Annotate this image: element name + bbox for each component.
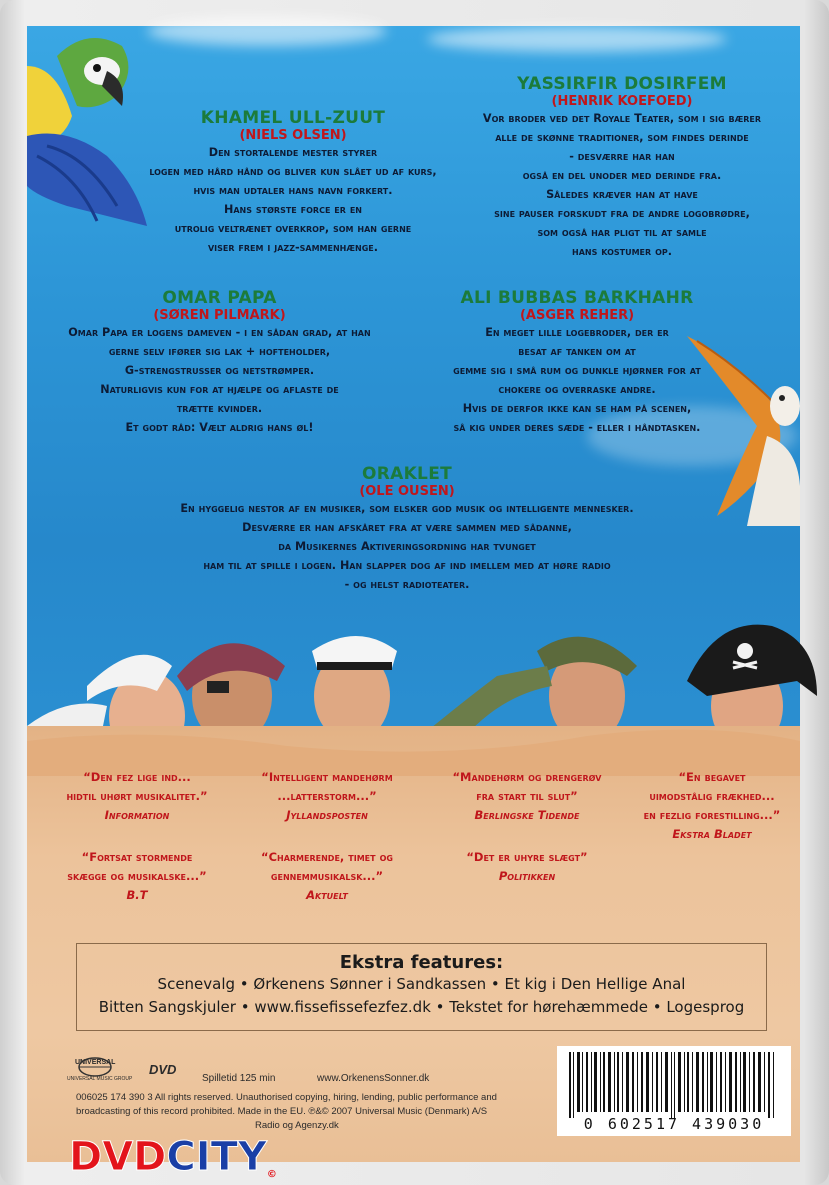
quote-source: Jyllandsposten xyxy=(286,808,368,822)
desc-line: Således kræver han at have xyxy=(546,188,698,201)
cast-name: KHAMEL ULL-ZUUT xyxy=(200,108,386,128)
quote-source: Information xyxy=(104,808,170,822)
cast-actor: (ASGER REHER) xyxy=(519,308,635,323)
desc-line: hvis man udtaler hans navn forkert. xyxy=(193,184,393,197)
dvd-logo: DVD xyxy=(149,1062,177,1077)
review-quote xyxy=(47,768,227,825)
quote-line: “Den fez lige ind... xyxy=(83,770,191,784)
cast-block-khamel xyxy=(123,108,463,257)
desc-line: chokere og overraske andre. xyxy=(498,383,656,396)
desc-line: hans kostumer op. xyxy=(572,245,672,258)
review-quote xyxy=(437,768,617,825)
desc-line: også en del unoder med derinde fra. xyxy=(522,169,722,182)
legal-text-3: Radio og Agenzy.dk xyxy=(255,1120,339,1131)
review-quote xyxy=(47,848,227,905)
dvdcity-watermark xyxy=(69,1134,277,1180)
cast-block-omar xyxy=(37,288,402,437)
cast-description xyxy=(457,109,787,261)
review-quote xyxy=(627,768,797,844)
website-text: www.OrkenensSonner.dk xyxy=(317,1073,430,1084)
quote-line: gennemmusikalsk...” xyxy=(270,869,384,883)
universal-logo-text: UNIVERSAL xyxy=(75,1059,116,1066)
review-quote xyxy=(437,848,617,886)
cast-description xyxy=(37,323,402,437)
desc-line: Den stortalende mester styrer xyxy=(208,146,378,159)
quote-line: skægge og musikalske...” xyxy=(67,869,207,883)
desc-line: Desværre er han afskåret fra at være sammen med sådanne, xyxy=(242,521,572,534)
quote-source: B.T xyxy=(126,888,148,902)
watermark-part-a: DVD xyxy=(69,1134,167,1180)
extra-features-box xyxy=(76,943,767,1031)
desc-line: - og helst radioteater. xyxy=(344,578,470,591)
desc-line: Hvis de derfor ikke kan se ham på scenen, xyxy=(462,402,692,415)
desc-line: utrolig veltrænet overkrop, som han gerne xyxy=(174,222,412,235)
quote-line: hidtil uhørt musikalitet.” xyxy=(66,789,208,803)
quote-line: fra start til slut” xyxy=(476,789,578,803)
barcode xyxy=(557,1046,791,1136)
cast-description xyxy=(427,323,727,437)
cast-actor: (OLE OUSEN) xyxy=(359,484,455,499)
features-title: Ekstra features: xyxy=(339,952,504,973)
cast-actor: (SØREN PILMARK) xyxy=(153,308,286,323)
desc-line: trætte kvinder. xyxy=(176,402,263,415)
barcode-number: 0 602517 439030 xyxy=(583,1115,765,1133)
quote-source: Ekstra Bladet xyxy=(672,827,752,841)
desc-line: gemme sig i små rum og dunkle hjørner for at xyxy=(453,364,701,377)
legal-text-2: broadcasting of this record prohibited. Made in the EU. ℗&© 2007 Universal Music (Denmark) A/S xyxy=(76,1106,488,1117)
watermark-mark: © xyxy=(266,1169,277,1180)
features-line: Bitten Sangskjuler • www.fissefissefezfez.dk • Tekstet for hørehæmmede • Logesprog xyxy=(98,998,745,1016)
desc-line: gerne selv ifører sig lak + hofteholder, xyxy=(108,345,331,358)
cast-name: ALI BUBBAS BARKHAHR xyxy=(460,288,694,308)
cast-actor: (NIELS OLSEN) xyxy=(239,128,347,143)
barcode-bars xyxy=(557,1052,791,1122)
desc-line: Omar Papa er logens dameven - i en sådan grad, at han xyxy=(68,326,371,339)
quote-line: uimodstålig frækhed... xyxy=(649,789,775,803)
cast-block-ali xyxy=(427,288,727,437)
desc-line: Et godt råd: Vælt aldrig hans øl! xyxy=(125,421,314,434)
desc-line: da Musikernes Aktiveringsordning har tvunget xyxy=(278,540,536,553)
quote-line: “En begavet xyxy=(678,770,746,784)
cast-block-oraklet xyxy=(87,464,727,594)
cast-name: OMAR PAPA xyxy=(162,288,277,308)
quote-source: Aktuelt xyxy=(306,888,348,902)
desc-line: logen med hård hånd og bliver kun slået ud af kurs, xyxy=(149,165,437,178)
cast-name: ORAKLET xyxy=(361,464,452,484)
sand-ridge xyxy=(27,716,800,776)
desc-line: Vor broder ved det Royale Teater, som i sig bærer xyxy=(482,112,762,125)
desc-line: - desværre har han xyxy=(569,150,675,163)
runtime-text: Spilletid 125 min xyxy=(202,1073,276,1084)
quote-line: “Fortsat stormende xyxy=(81,850,193,864)
cast-block-yassirfir xyxy=(457,74,787,261)
desc-line: alle de skønne traditioner, som findes derinde xyxy=(495,131,749,144)
desc-line: En hyggelig nestor af en musiker, som elsker god musik og intelligente mennesker. xyxy=(180,502,634,515)
cast-actor: (HENRIK KOEFOED) xyxy=(551,94,693,109)
review-quote xyxy=(237,848,417,905)
watermark-part-b: CITY xyxy=(166,1134,267,1180)
desc-line: En meget lille logebroder, der er xyxy=(485,326,669,339)
desc-line: så kig under deres sæde - eller i håndtasken. xyxy=(453,421,701,434)
cast-description xyxy=(87,499,727,594)
desc-line: Hans største force er en xyxy=(223,203,362,216)
review-quote xyxy=(237,768,417,825)
desc-line: ham til at spille i logen. Han slapper dog af ind imellem med at høre radio xyxy=(203,559,611,572)
desc-line: Naturligvis kun for at hjælpe og aflaste de xyxy=(100,383,339,396)
desc-line: viser frem i jazz-sammenhænge. xyxy=(207,241,379,254)
cast-name: YASSIRFIR DOSIRFEM xyxy=(517,74,727,94)
quote-line: ...latterstorm...” xyxy=(277,789,377,803)
quote-line: “Charmerende, timet og xyxy=(261,850,393,864)
quote-line: en fezlig forestilling...” xyxy=(643,808,781,822)
desc-line: besat af tanken om at xyxy=(518,345,636,358)
quote-line: “Intelligent mandehørm xyxy=(261,770,393,784)
quote-source: Berlingske Tidende xyxy=(474,808,580,822)
legal-text-1: 006025 174 390 3 All rights reserved. Unauthorised copying, hiring, lending, public performance and xyxy=(76,1092,497,1103)
quote-line: “Mandehørm og drengerøv xyxy=(452,770,602,784)
desc-line: G-strengstrusser og netstrømper. xyxy=(124,364,315,377)
desc-line: som også har pligt til at samle xyxy=(537,226,707,239)
cast-description xyxy=(123,143,463,257)
universal-group-text: UNIVERSAL MUSIC GROUP xyxy=(67,1076,133,1082)
desc-line: sine pauser forskudt fra de andre logobrødre, xyxy=(494,207,750,220)
dvd-back-cover xyxy=(27,26,800,1180)
quote-source: Politikken xyxy=(498,869,556,883)
features-line: Scenevalg • Ørkenens Sønner i Sandkassen • Et kig i Den Hellige Anal xyxy=(157,975,686,993)
quote-line: “Det er uhyre slægt” xyxy=(466,850,588,864)
